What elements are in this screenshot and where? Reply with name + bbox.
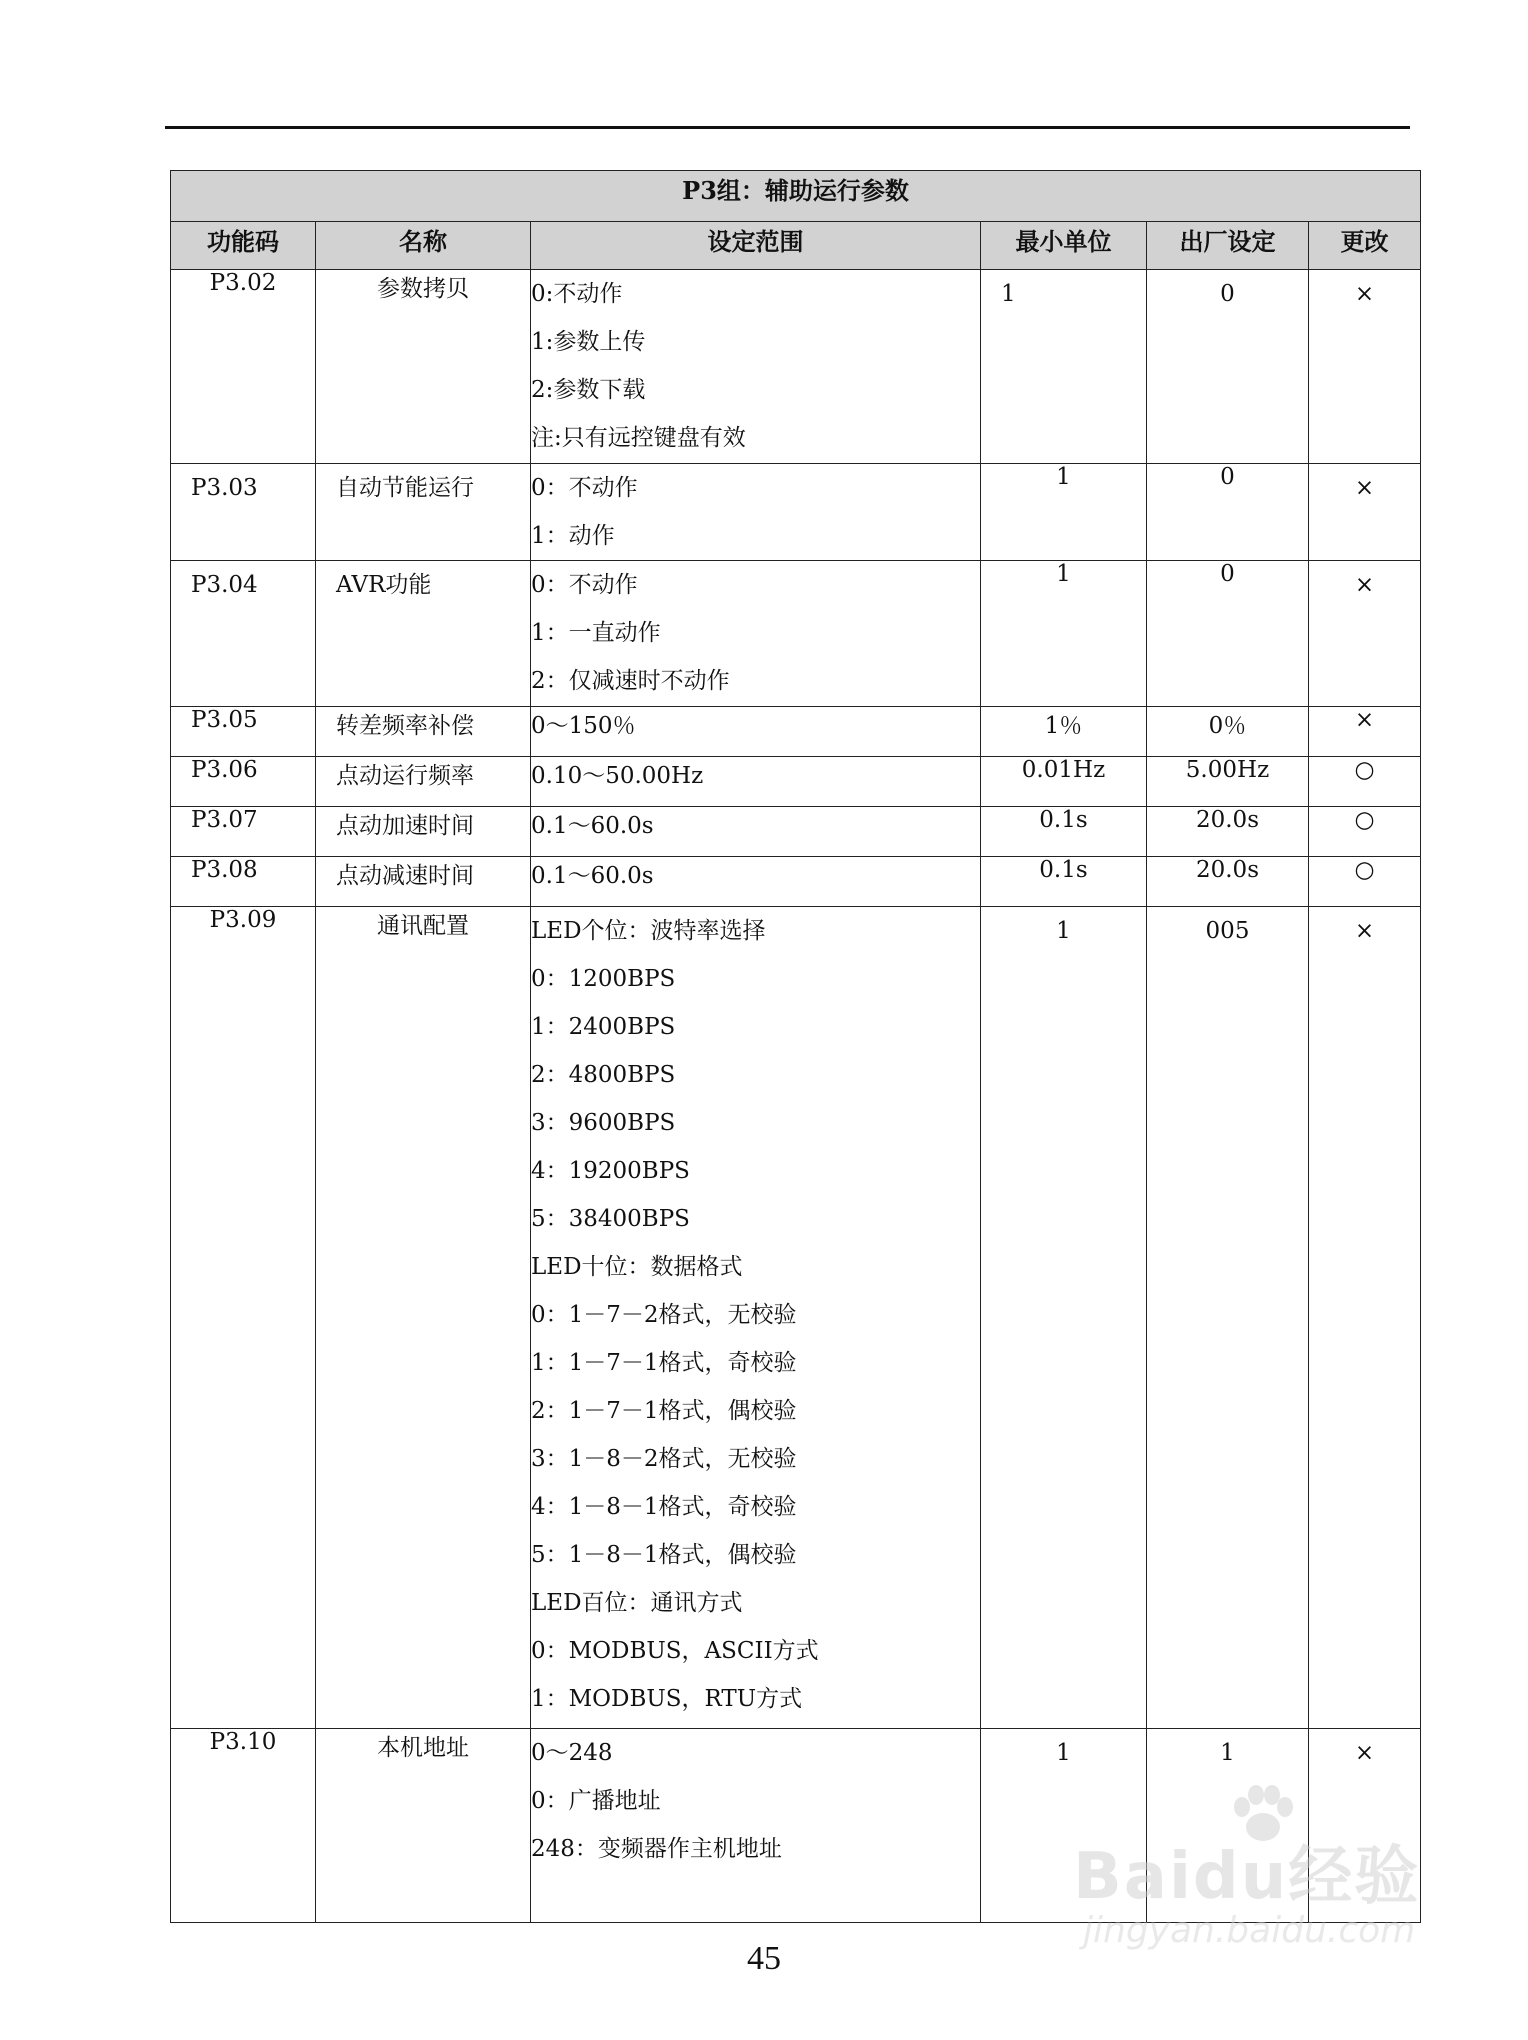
param-range: [531, 561, 981, 707]
param-range: [531, 464, 981, 561]
unit-value: 1: [1001, 281, 1016, 307]
name-value: 自动节能运行: [336, 475, 474, 501]
param-code: P3.06: [171, 757, 316, 807]
range-line: 5：1－8－1格式，偶校验: [531, 1542, 797, 1568]
range-line: 1：动作: [531, 523, 615, 549]
param-range: 0.1～60.0s: [531, 857, 981, 907]
param-code: P3.10: [171, 1729, 316, 1923]
unit-value: 1: [1056, 1740, 1071, 1766]
range-line: 2：1－7－1格式，偶校验: [531, 1398, 797, 1424]
param-change: [1309, 270, 1421, 464]
param-change: ×: [1309, 707, 1421, 757]
param-unit: 0.1s: [981, 807, 1147, 857]
table-row: [171, 857, 1421, 907]
change-mark: ×: [1354, 918, 1375, 944]
param-factory: 0％: [1147, 707, 1309, 757]
param-name: [316, 561, 531, 707]
param-name: 点动减速时间: [316, 857, 531, 907]
code-value: P3.03: [191, 475, 258, 501]
group-title: P3组：辅助运行参数: [171, 171, 1421, 222]
header-rule: [165, 126, 1410, 129]
param-range: 0.1～60.0s: [531, 807, 981, 857]
watermark-logo: Baidu经验: [1073, 1840, 1421, 1914]
header-unit: 最小单位: [981, 222, 1147, 270]
change-mark: ×: [1354, 572, 1375, 598]
watermark-url: jingyan.baidu.com: [1083, 1910, 1416, 1951]
column-header-row: [171, 222, 1421, 270]
page-number: 45: [747, 1940, 781, 1977]
range-line: LED十位：数据格式: [531, 1254, 743, 1280]
factory-value: 005: [1205, 918, 1250, 944]
param-code: [171, 464, 316, 561]
param-factory: 0: [1147, 464, 1309, 561]
param-unit: [981, 270, 1147, 464]
range-line: 4：1－8－1格式，奇校验: [531, 1494, 797, 1520]
range-line: 4：19200BPS: [531, 1158, 690, 1184]
table-row: [171, 707, 1421, 757]
param-name: 通讯配置: [316, 907, 531, 1729]
param-factory: 0: [1147, 561, 1309, 707]
param-name: 参数拷贝: [316, 270, 531, 464]
param-change: ○: [1309, 857, 1421, 907]
header-range: 设定范围: [531, 222, 981, 270]
param-name: [316, 464, 531, 561]
range-line: 3：1－8－2格式，无校验: [531, 1446, 797, 1472]
param-change: [1309, 561, 1421, 707]
unit-value: 1: [1056, 918, 1071, 944]
table-row: [171, 561, 1421, 707]
param-change: [1309, 907, 1421, 1729]
param-unit: [981, 907, 1147, 1729]
range-line: 0：不动作: [531, 475, 638, 501]
param-change: ○: [1309, 757, 1421, 807]
param-range: [531, 907, 981, 1729]
param-name: 转差频率补偿: [316, 707, 531, 757]
change-mark: ×: [1354, 281, 1375, 307]
range-line: 注:只有远控键盘有效: [531, 425, 746, 451]
range-line: 3：9600BPS: [531, 1110, 676, 1136]
range-line: 0：MODBUS，ASCII方式: [531, 1638, 819, 1664]
range-line: 2：4800BPS: [531, 1062, 676, 1088]
param-name: 点动加速时间: [316, 807, 531, 857]
range-line: 248：变频器作主机地址: [531, 1836, 782, 1862]
change-mark: ×: [1354, 475, 1375, 501]
factory-value: 0: [1220, 281, 1235, 307]
table-row: [171, 757, 1421, 807]
change-mark: ×: [1354, 1740, 1375, 1766]
range-line: 0:不动作: [531, 281, 623, 307]
parameter-table: [170, 170, 1421, 1923]
param-code: P3.07: [171, 807, 316, 857]
range-line: 2：仅减速时不动作: [531, 668, 730, 694]
table-row: [171, 270, 1421, 464]
range-line: 1:参数上传: [531, 329, 646, 355]
param-name: 本机地址: [316, 1729, 531, 1923]
range-line: 2:参数下载: [531, 377, 646, 403]
range-line: 1：MODBUS，RTU方式: [531, 1686, 803, 1712]
factory-value: 1: [1220, 1740, 1235, 1766]
group-title-row: [171, 171, 1421, 222]
code-value: P3.04: [191, 572, 258, 598]
header-name: 名称: [316, 222, 531, 270]
header-code: 功能码: [171, 222, 316, 270]
param-factory: [1147, 270, 1309, 464]
table-row: [171, 907, 1421, 1729]
range-line: 0～248: [531, 1740, 613, 1766]
range-line: LED个位：波特率选择: [531, 918, 766, 944]
param-range: 0.10～50.00Hz: [531, 757, 981, 807]
param-factory: 20.0s: [1147, 807, 1309, 857]
range-line: LED百位：通讯方式: [531, 1590, 743, 1616]
param-range: [531, 1729, 981, 1923]
param-factory: [1147, 907, 1309, 1729]
range-line: 1：一直动作: [531, 620, 661, 646]
param-factory: 20.0s: [1147, 857, 1309, 907]
range-line: 0：广播地址: [531, 1788, 661, 1814]
range-line: 0：1－7－2格式，无校验: [531, 1302, 797, 1328]
range-line: 1：1－7－1格式，奇校验: [531, 1350, 797, 1376]
header-factory: 出厂设定: [1147, 222, 1309, 270]
param-unit: 1: [981, 464, 1147, 561]
baidu-watermark: [1073, 1785, 1433, 1975]
param-change: [1309, 464, 1421, 561]
param-name: 点动运行频率: [316, 757, 531, 807]
range-line: 1：2400BPS: [531, 1014, 676, 1040]
param-range: [531, 270, 981, 464]
table-row: [171, 807, 1421, 857]
range-line: 0：1200BPS: [531, 966, 676, 992]
param-unit: 1％: [981, 707, 1147, 757]
range-line: 0：不动作: [531, 572, 638, 598]
header-change: 更改: [1309, 222, 1421, 270]
param-unit: 0.1s: [981, 857, 1147, 907]
param-code: P3.08: [171, 857, 316, 907]
param-code: [171, 561, 316, 707]
param-unit: 1: [981, 561, 1147, 707]
param-unit: 0.01Hz: [981, 757, 1147, 807]
name-value: AVR功能: [336, 572, 432, 598]
range-line: 5：38400BPS: [531, 1206, 690, 1232]
param-code: P3.05: [171, 707, 316, 757]
param-factory: 5.00Hz: [1147, 757, 1309, 807]
param-code: P3.02: [171, 270, 316, 464]
param-range: 0～150％: [531, 707, 981, 757]
param-change: ○: [1309, 807, 1421, 857]
table-row: [171, 464, 1421, 561]
param-code: P3.09: [171, 907, 316, 1729]
